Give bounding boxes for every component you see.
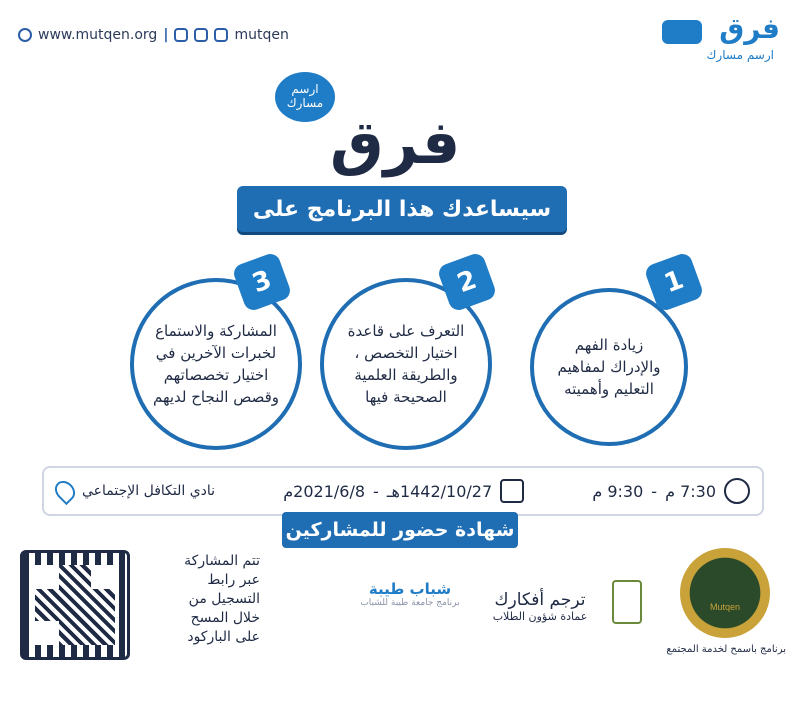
point-card-1: [530, 288, 688, 446]
qr-code[interactable]: [20, 550, 130, 660]
registration-line-2: عبر رابط: [207, 572, 260, 588]
calendar-icon: [500, 479, 524, 503]
mutqen-caption: برنامج باسمح لخدمة المجتمع: [666, 644, 786, 655]
location-pin-icon: [51, 477, 79, 505]
point-text-1: زيادة الفهم والإدراك لمفاهيم التعليم وأهميته: [557, 336, 661, 398]
time-to: 9:30 م: [592, 481, 644, 501]
date-hijri: 1442/10/27هـ: [386, 481, 493, 501]
registration-line-1: تتم المشاركة: [184, 553, 260, 569]
event-info-bar: [42, 466, 764, 516]
speech-bubble: ارسم مسارك: [275, 72, 335, 122]
registration-line-4: خلال المسح: [190, 610, 260, 626]
social-handle: mutqen: [234, 27, 289, 43]
partner-shabab-sub: برنامج جامعة طيبة للشباب: [360, 598, 460, 608]
point-card-3: [130, 278, 302, 450]
registration-line-5: على الباركود: [187, 629, 260, 645]
brand-mark-icon: [662, 20, 702, 44]
date-gregorian: 2021/6/8م: [283, 481, 366, 501]
point-number-1: 1: [643, 251, 705, 313]
clock-icon: [724, 478, 750, 504]
partner-tarjim: [480, 590, 600, 623]
partner-tarjim-title: ترجم أفكارك: [494, 590, 586, 610]
time-segment: [592, 478, 750, 504]
divider: |: [163, 27, 169, 43]
partner-tarjim-sub: عمادة شؤون الطلاب: [492, 610, 588, 623]
point-text-2: التعرف على قاعدة اختيار التخصص ، والطريقة العلمية الصحيحة فيها: [347, 322, 465, 406]
point-number-3: 3: [231, 251, 293, 313]
globe-icon: [18, 28, 32, 42]
time-from: 7:30 م: [665, 481, 716, 501]
point-number-2: 2: [436, 251, 498, 313]
partner-shabab: [345, 580, 475, 608]
instagram-icon[interactable]: [174, 28, 188, 42]
facebook-icon[interactable]: [214, 28, 228, 42]
date-separator: -: [373, 481, 379, 501]
mutqen-seal: [680, 548, 770, 638]
venue-text: نادي التكافل الإجتماعي: [82, 483, 216, 499]
website-link[interactable]: www.mutqen.org: [38, 27, 158, 43]
twitter-icon[interactable]: [194, 28, 208, 42]
qr-pattern: [35, 565, 115, 645]
section-banner: سيساعدك هذا البرنامج على: [237, 186, 567, 232]
partner-shabab-title: شباب طيبة: [368, 580, 452, 598]
brand-logo: [662, 12, 780, 68]
point-text-3: المشاركة والاستماع لخبرات الآخرين في اختيار تخصصاتهم وقصص النجاح لديهم: [152, 322, 280, 406]
certificate-banner: شهادة حضور للمشاركين: [282, 512, 518, 548]
header-contact: [18, 27, 289, 43]
mutqen-seal-text: Mutqen: [709, 602, 741, 612]
brand-logo-sub: ارسم مسارك: [706, 48, 774, 62]
registration-text: [140, 552, 260, 647]
university-emblem-icon: [612, 580, 642, 624]
registration-line-3: التسجيل من: [188, 591, 260, 607]
brand-logo-text: فرق: [719, 12, 780, 45]
venue-segment: [56, 480, 215, 502]
date-segment: [283, 479, 524, 503]
time-separator: -: [651, 481, 658, 501]
hero-logo: فرق: [330, 108, 461, 178]
